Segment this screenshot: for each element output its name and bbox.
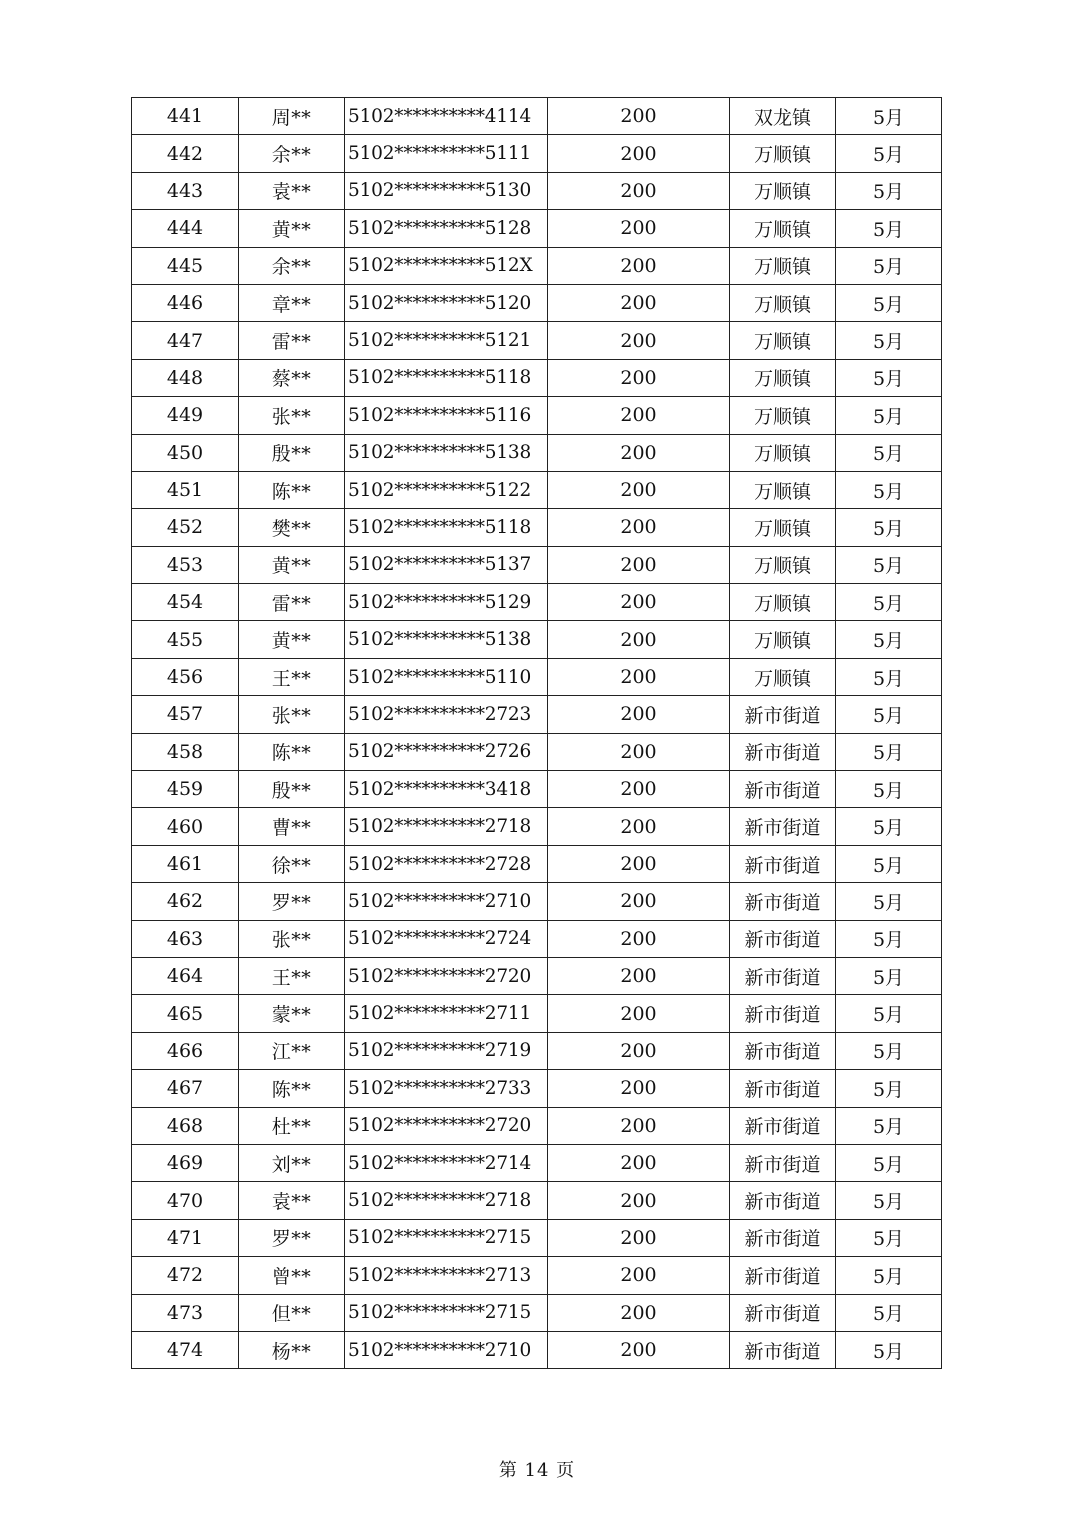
id-number-cell: 5102**********2714: [345, 1144, 548, 1181]
id-number-cell: 5102**********2715: [345, 1294, 548, 1331]
amount-cell: 200: [548, 920, 730, 957]
name-cell: 蔡**: [239, 359, 345, 396]
serial-number-cell: 458: [132, 733, 239, 770]
table-row: [132, 621, 942, 658]
amount-cell: 200: [548, 1144, 730, 1181]
name-cell: 余**: [239, 135, 345, 172]
area-cell: 新市街道: [730, 1219, 836, 1256]
month-cell: 5月: [836, 696, 942, 733]
id-number-cell: 5102**********2710: [345, 1331, 548, 1368]
table-row: [132, 808, 942, 845]
serial-number-cell: 442: [132, 135, 239, 172]
serial-number-cell: 447: [132, 322, 239, 359]
area-cell: 万顺镇: [730, 172, 836, 209]
serial-number-cell: 463: [132, 920, 239, 957]
id-number-cell: 5102**********2713: [345, 1257, 548, 1294]
id-number-cell: 5102**********3418: [345, 771, 548, 808]
amount-cell: 200: [548, 284, 730, 321]
name-cell: 曾**: [239, 1257, 345, 1294]
month-cell: 5月: [836, 995, 942, 1032]
amount-cell: 200: [548, 1219, 730, 1256]
area-cell: 万顺镇: [730, 210, 836, 247]
serial-number-cell: 469: [132, 1144, 239, 1181]
table-row: [132, 546, 942, 583]
area-cell: 万顺镇: [730, 471, 836, 508]
table-row: [132, 98, 942, 135]
name-cell: 章**: [239, 284, 345, 321]
amount-cell: 200: [548, 1331, 730, 1368]
serial-number-cell: 456: [132, 658, 239, 695]
name-cell: 樊**: [239, 509, 345, 546]
serial-number-cell: 444: [132, 210, 239, 247]
table-row: [132, 1032, 942, 1069]
name-cell: 张**: [239, 397, 345, 434]
month-cell: 5月: [836, 1219, 942, 1256]
name-cell: 张**: [239, 920, 345, 957]
area-cell: 万顺镇: [730, 584, 836, 621]
id-number-cell: 5102**********5138: [345, 621, 548, 658]
name-cell: 雷**: [239, 584, 345, 621]
area-cell: 万顺镇: [730, 135, 836, 172]
month-cell: 5月: [836, 1257, 942, 1294]
name-cell: 罗**: [239, 1219, 345, 1256]
table-row: [132, 1182, 942, 1219]
serial-number-cell: 453: [132, 546, 239, 583]
table-row: [132, 771, 942, 808]
amount-cell: 200: [548, 621, 730, 658]
area-cell: 双龙镇: [730, 98, 836, 135]
amount-cell: 200: [548, 434, 730, 471]
amount-cell: 200: [548, 845, 730, 882]
id-number-cell: 5102**********2710: [345, 883, 548, 920]
id-number-cell: 5102**********5130: [345, 172, 548, 209]
area-cell: 万顺镇: [730, 546, 836, 583]
month-cell: 5月: [836, 1107, 942, 1144]
records-table: [131, 97, 942, 1369]
table-row: [132, 509, 942, 546]
name-cell: 周**: [239, 98, 345, 135]
serial-number-cell: 472: [132, 1257, 239, 1294]
serial-number-cell: 454: [132, 584, 239, 621]
id-number-cell: 5102**********2711: [345, 995, 548, 1032]
serial-number-cell: 470: [132, 1182, 239, 1219]
table-row: [132, 397, 942, 434]
month-cell: 5月: [836, 621, 942, 658]
id-number-cell: 5102**********5137: [345, 546, 548, 583]
id-number-cell: 5102**********5129: [345, 584, 548, 621]
name-cell: 殷**: [239, 434, 345, 471]
amount-cell: 200: [548, 509, 730, 546]
area-cell: 万顺镇: [730, 284, 836, 321]
month-cell: 5月: [836, 210, 942, 247]
month-cell: 5月: [836, 1331, 942, 1368]
serial-number-cell: 467: [132, 1070, 239, 1107]
month-cell: 5月: [836, 1182, 942, 1219]
name-cell: 杜**: [239, 1107, 345, 1144]
serial-number-cell: 462: [132, 883, 239, 920]
amount-cell: 200: [548, 883, 730, 920]
month-cell: 5月: [836, 546, 942, 583]
table-row: [132, 1294, 942, 1331]
month-cell: 5月: [836, 1070, 942, 1107]
serial-number-cell: 449: [132, 397, 239, 434]
id-number-cell: 5102**********2720: [345, 1107, 548, 1144]
id-number-cell: 5102**********5120: [345, 284, 548, 321]
table-row: [132, 957, 942, 994]
area-cell: 万顺镇: [730, 621, 836, 658]
amount-cell: 200: [548, 1107, 730, 1144]
name-cell: 罗**: [239, 883, 345, 920]
serial-number-cell: 474: [132, 1331, 239, 1368]
name-cell: 蒙**: [239, 995, 345, 1032]
name-cell: 杨**: [239, 1331, 345, 1368]
name-cell: 但**: [239, 1294, 345, 1331]
table-row: [132, 658, 942, 695]
serial-number-cell: 466: [132, 1032, 239, 1069]
month-cell: 5月: [836, 247, 942, 284]
name-cell: 黄**: [239, 546, 345, 583]
table-row: [132, 284, 942, 321]
month-cell: 5月: [836, 584, 942, 621]
id-number-cell: 5102**********5121: [345, 322, 548, 359]
month-cell: 5月: [836, 471, 942, 508]
month-cell: 5月: [836, 172, 942, 209]
area-cell: 万顺镇: [730, 658, 836, 695]
id-number-cell: 5102**********5110: [345, 658, 548, 695]
amount-cell: 200: [548, 172, 730, 209]
name-cell: 曹**: [239, 808, 345, 845]
serial-number-cell: 473: [132, 1294, 239, 1331]
serial-number-cell: 445: [132, 247, 239, 284]
name-cell: 王**: [239, 658, 345, 695]
area-cell: 万顺镇: [730, 397, 836, 434]
month-cell: 5月: [836, 771, 942, 808]
name-cell: 余**: [239, 247, 345, 284]
id-number-cell: 5102**********2718: [345, 1182, 548, 1219]
amount-cell: 200: [548, 322, 730, 359]
month-cell: 5月: [836, 135, 942, 172]
area-cell: 新市街道: [730, 771, 836, 808]
month-cell: 5月: [836, 1032, 942, 1069]
serial-number-cell: 443: [132, 172, 239, 209]
table-row: [132, 995, 942, 1032]
serial-number-cell: 459: [132, 771, 239, 808]
month-cell: 5月: [836, 322, 942, 359]
area-cell: 万顺镇: [730, 322, 836, 359]
id-number-cell: 5102**********2724: [345, 920, 548, 957]
amount-cell: 200: [548, 98, 730, 135]
area-cell: 新市街道: [730, 733, 836, 770]
table-row: [132, 883, 942, 920]
table-row: [132, 845, 942, 882]
amount-cell: 200: [548, 471, 730, 508]
amount-cell: 200: [548, 957, 730, 994]
table-row: [132, 210, 942, 247]
id-number-cell: 5102**********2728: [345, 845, 548, 882]
amount-cell: 200: [548, 1182, 730, 1219]
amount-cell: 200: [548, 359, 730, 396]
area-cell: 新市街道: [730, 1070, 836, 1107]
table-row: [132, 920, 942, 957]
name-cell: 陈**: [239, 1070, 345, 1107]
serial-number-cell: 441: [132, 98, 239, 135]
id-number-cell: 5102**********512X: [345, 247, 548, 284]
area-cell: 新市街道: [730, 1331, 836, 1368]
amount-cell: 200: [548, 995, 730, 1032]
amount-cell: 200: [548, 584, 730, 621]
name-cell: 王**: [239, 957, 345, 994]
serial-number-cell: 455: [132, 621, 239, 658]
amount-cell: 200: [548, 135, 730, 172]
area-cell: 万顺镇: [730, 434, 836, 471]
records-table-body: [132, 98, 942, 1369]
name-cell: 袁**: [239, 1182, 345, 1219]
month-cell: 5月: [836, 509, 942, 546]
amount-cell: 200: [548, 658, 730, 695]
month-cell: 5月: [836, 1144, 942, 1181]
id-number-cell: 5102**********4114: [345, 98, 548, 135]
month-cell: 5月: [836, 845, 942, 882]
id-number-cell: 5102**********5122: [345, 471, 548, 508]
serial-number-cell: 451: [132, 471, 239, 508]
area-cell: 万顺镇: [730, 509, 836, 546]
table-row: [132, 1257, 942, 1294]
table-row: [132, 471, 942, 508]
table-row: [132, 1107, 942, 1144]
amount-cell: 200: [548, 696, 730, 733]
table-row: [132, 733, 942, 770]
amount-cell: 200: [548, 1070, 730, 1107]
table-row: [132, 1144, 942, 1181]
serial-number-cell: 450: [132, 434, 239, 471]
area-cell: 新市街道: [730, 1182, 836, 1219]
id-number-cell: 5102**********2719: [345, 1032, 548, 1069]
month-cell: 5月: [836, 920, 942, 957]
table-row: [132, 584, 942, 621]
name-cell: 黄**: [239, 210, 345, 247]
area-cell: 新市街道: [730, 845, 836, 882]
table-row: [132, 135, 942, 172]
area-cell: 新市街道: [730, 1032, 836, 1069]
month-cell: 5月: [836, 957, 942, 994]
serial-number-cell: 461: [132, 845, 239, 882]
id-number-cell: 5102**********5118: [345, 509, 548, 546]
area-cell: 新市街道: [730, 696, 836, 733]
area-cell: 新市街道: [730, 995, 836, 1032]
month-cell: 5月: [836, 397, 942, 434]
serial-number-cell: 468: [132, 1107, 239, 1144]
amount-cell: 200: [548, 808, 730, 845]
month-cell: 5月: [836, 808, 942, 845]
id-number-cell: 5102**********2723: [345, 696, 548, 733]
name-cell: 雷**: [239, 322, 345, 359]
table-row: [132, 247, 942, 284]
name-cell: 黄**: [239, 621, 345, 658]
amount-cell: 200: [548, 733, 730, 770]
area-cell: 新市街道: [730, 883, 836, 920]
area-cell: 新市街道: [730, 920, 836, 957]
month-cell: 5月: [836, 98, 942, 135]
serial-number-cell: 465: [132, 995, 239, 1032]
month-cell: 5月: [836, 284, 942, 321]
name-cell: 刘**: [239, 1144, 345, 1181]
table-row: [132, 434, 942, 471]
month-cell: 5月: [836, 359, 942, 396]
name-cell: 陈**: [239, 733, 345, 770]
month-cell: 5月: [836, 733, 942, 770]
month-cell: 5月: [836, 883, 942, 920]
id-number-cell: 5102**********2718: [345, 808, 548, 845]
serial-number-cell: 448: [132, 359, 239, 396]
serial-number-cell: 471: [132, 1219, 239, 1256]
table-row: [132, 1219, 942, 1256]
area-cell: 万顺镇: [730, 247, 836, 284]
amount-cell: 200: [548, 397, 730, 434]
page-number: 第 14 页: [498, 1460, 576, 1481]
area-cell: 新市街道: [730, 957, 836, 994]
area-cell: 新市街道: [730, 1107, 836, 1144]
serial-number-cell: 460: [132, 808, 239, 845]
table-row: [132, 696, 942, 733]
amount-cell: 200: [548, 771, 730, 808]
amount-cell: 200: [548, 247, 730, 284]
month-cell: 5月: [836, 658, 942, 695]
id-number-cell: 5102**********5128: [345, 210, 548, 247]
table-row: [132, 1070, 942, 1107]
name-cell: 殷**: [239, 771, 345, 808]
id-number-cell: 5102**********2715: [345, 1219, 548, 1256]
area-cell: 新市街道: [730, 1257, 836, 1294]
table-row: [132, 1331, 942, 1368]
id-number-cell: 5102**********5118: [345, 359, 548, 396]
amount-cell: 200: [548, 1294, 730, 1331]
id-number-cell: 5102**********2726: [345, 733, 548, 770]
id-number-cell: 5102**********5138: [345, 434, 548, 471]
name-cell: 徐**: [239, 845, 345, 882]
id-number-cell: 5102**********5116: [345, 397, 548, 434]
amount-cell: 200: [548, 210, 730, 247]
amount-cell: 200: [548, 1257, 730, 1294]
serial-number-cell: 457: [132, 696, 239, 733]
id-number-cell: 5102**********2720: [345, 957, 548, 994]
serial-number-cell: 452: [132, 509, 239, 546]
area-cell: 万顺镇: [730, 359, 836, 396]
amount-cell: 200: [548, 1032, 730, 1069]
area-cell: 新市街道: [730, 1144, 836, 1181]
name-cell: 陈**: [239, 471, 345, 508]
table-row: [132, 359, 942, 396]
table-row: [132, 172, 942, 209]
id-number-cell: 5102**********2733: [345, 1070, 548, 1107]
name-cell: 张**: [239, 696, 345, 733]
serial-number-cell: 446: [132, 284, 239, 321]
id-number-cell: 5102**********5111: [345, 135, 548, 172]
area-cell: 新市街道: [730, 808, 836, 845]
serial-number-cell: 464: [132, 957, 239, 994]
name-cell: 袁**: [239, 172, 345, 209]
month-cell: 5月: [836, 1294, 942, 1331]
name-cell: 江**: [239, 1032, 345, 1069]
amount-cell: 200: [548, 546, 730, 583]
month-cell: 5月: [836, 434, 942, 471]
table-row: [132, 322, 942, 359]
area-cell: 新市街道: [730, 1294, 836, 1331]
